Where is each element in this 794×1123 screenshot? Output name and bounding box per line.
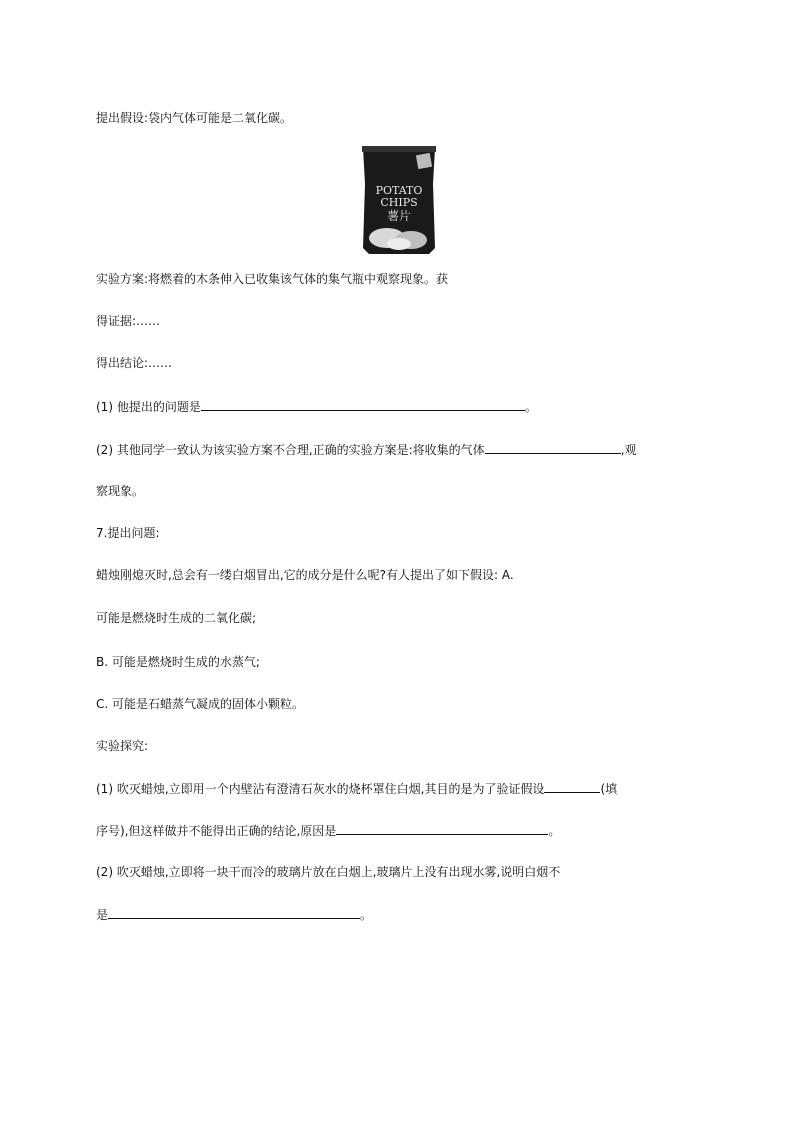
line-p7-intro: 蜡烛刚熄灭时,总会有一缕白烟冒出,它的成分是什么呢?有人提出了如下假设: A. [96,568,514,582]
bag-text-2: CHIPS [380,196,418,209]
line-plan: 实验方案:将燃着的木条伸入已收集该气体的集气瓶中观察现象。获 [96,272,449,286]
line-p7-c: C. 可能是石蜡蒸气凝成的固体小颗粒。 [96,697,305,711]
line-p7-title: 7.提出问题: [96,526,160,540]
q2-answer-blank[interactable] [485,441,621,454]
line-p7-b: B. 可能是燃烧时生成的水蒸气; [96,655,260,669]
q2-suffix: ,观 [620,443,637,457]
line-q1 [96,398,537,415]
line-p7-a: 可能是燃烧时生成的二氧化碳; [96,611,257,625]
e1-cont-suffix: 。 [548,824,561,838]
line-hypothesis: 提出假设:袋内气体可能是二氧化碳。 [96,111,293,125]
line-explore: 实验探究: [96,739,149,753]
q1-suffix: 。 [524,400,537,414]
e2-answer-blank[interactable] [108,906,360,919]
e2-cont-prefix: 是 [96,908,109,922]
line-evidence: 得证据:…… [96,314,161,328]
line-e1 [96,780,617,797]
q2-prefix: (2) 其他同学一致认为该实验方案不合理,正确的实验方案是:将收集的气体 [96,443,485,457]
e1-answer-blank[interactable] [544,780,600,793]
e1-reason-blank[interactable] [336,822,548,835]
e1-suffix: (填 [600,782,618,796]
line-e1-cont [96,822,560,839]
e1-cont-prefix: 序号),但这样做并不能得出正确的结论,原因是 [96,824,337,838]
q1-prefix: (1) 他提出的问题是 [96,400,201,414]
q1-answer-blank[interactable] [201,398,525,411]
potato-chips-bag-image [359,144,439,256]
bag-text-1: POTATO [375,184,423,197]
line-q2 [96,441,637,458]
line-e2: (2) 吹灭蜡烛,立即将一块干而冷的玻璃片放在白烟上,玻璃片上没有出现水雾,说明白烟不 [96,865,561,879]
line-e2-cont [96,906,372,923]
line-q2-cont: 察现象。 [96,484,145,498]
e2-cont-suffix: 。 [360,908,373,922]
e1-prefix: (1) 吹灭蜡烛,立即用一个内壁沾有澄清石灰水的烧杯罩住白烟,其目的是为了验证假设 [96,782,545,796]
line-conclusion: 得出结论:…… [96,356,173,370]
bag-text-3: 薯片 [386,209,412,223]
